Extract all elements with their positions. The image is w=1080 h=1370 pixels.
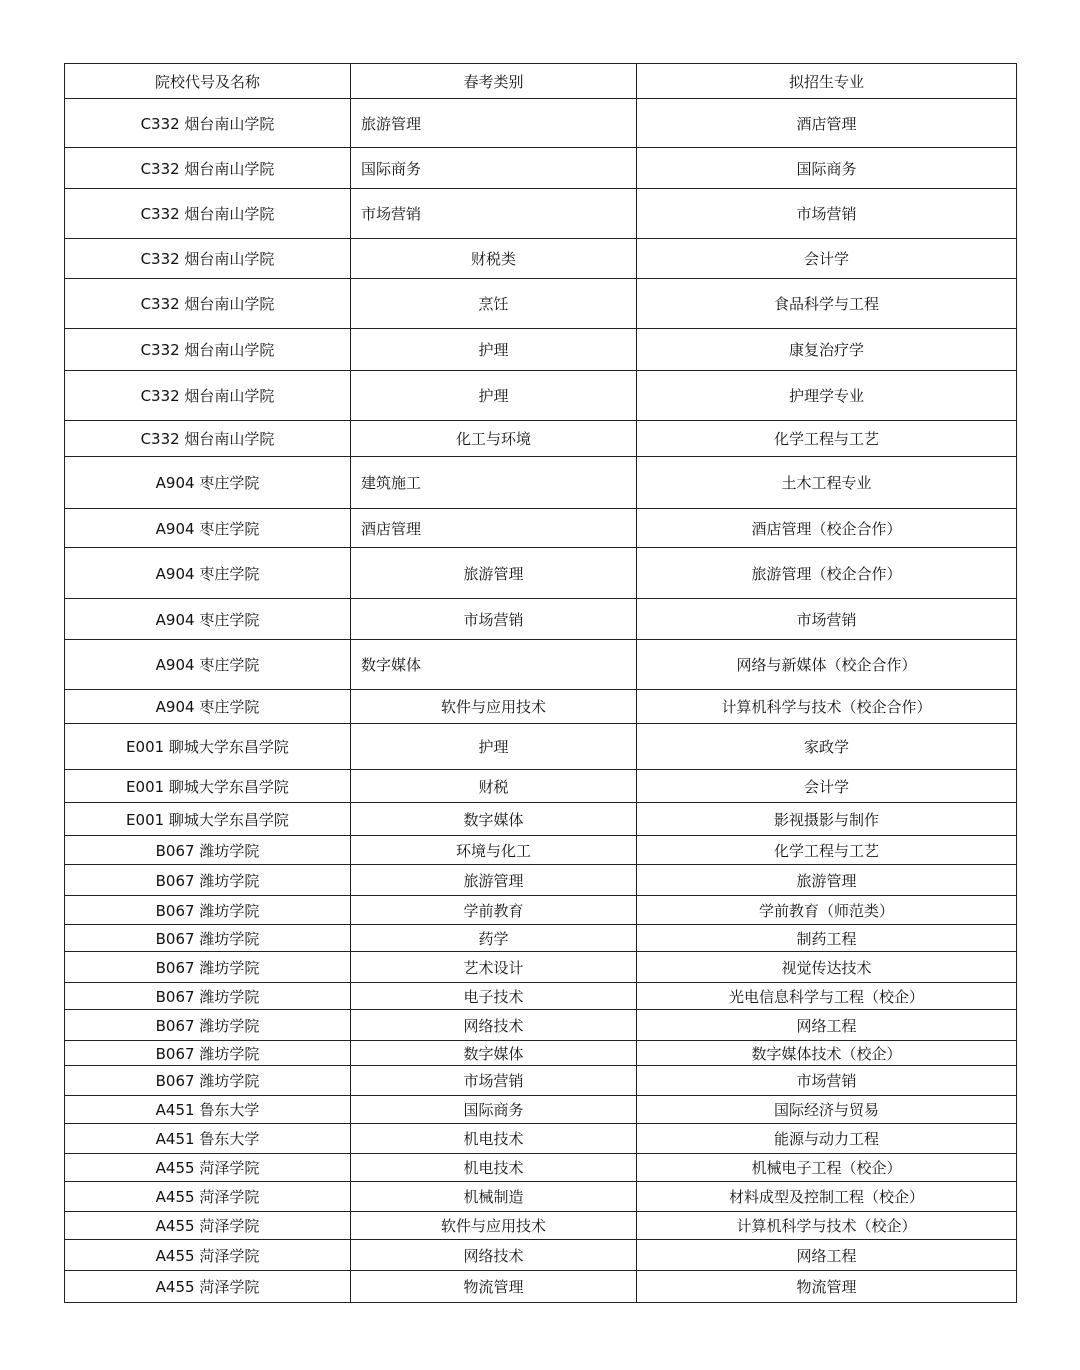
- major-cell: 市场营销: [637, 189, 1017, 239]
- school-cell: C332 烟台南山学院: [65, 148, 351, 189]
- major-cell: 机械电子工程（校企）: [637, 1154, 1017, 1182]
- school-cell: A451 鲁东大学: [65, 1124, 351, 1154]
- school-cell: C332 烟台南山学院: [65, 329, 351, 371]
- school-cell: B067 潍坊学院: [65, 1066, 351, 1096]
- school-cell: C332 烟台南山学院: [65, 99, 351, 148]
- category-cell: 旅游管理: [351, 548, 637, 599]
- table-row: [65, 509, 1017, 548]
- major-cell: 物流管理: [637, 1271, 1017, 1303]
- major-cell: 酒店管理: [637, 99, 1017, 148]
- category-cell: 财税类: [351, 239, 637, 279]
- school-cell: B067 潍坊学院: [65, 865, 351, 896]
- category-cell: 数字媒体: [351, 803, 637, 836]
- major-cell: 市场营销: [637, 1066, 1017, 1096]
- major-cell: 网络与新媒体（校企合作）: [637, 640, 1017, 690]
- school-cell: A904 枣庄学院: [65, 548, 351, 599]
- table-row: [65, 548, 1017, 599]
- table-row: [65, 803, 1017, 836]
- table-row: [65, 1271, 1017, 1303]
- table-row: [65, 189, 1017, 239]
- category-cell: 物流管理: [351, 1271, 637, 1303]
- table-row: [65, 925, 1017, 952]
- school-cell: A455 菏泽学院: [65, 1212, 351, 1240]
- school-cell: A455 菏泽学院: [65, 1182, 351, 1212]
- school-cell: C332 烟台南山学院: [65, 279, 351, 329]
- school-cell: A455 菏泽学院: [65, 1271, 351, 1303]
- major-cell: 国际经济与贸易: [637, 1096, 1017, 1124]
- category-cell: 财税: [351, 770, 637, 803]
- category-cell: 数字媒体: [351, 1041, 637, 1066]
- category-cell: 机电技术: [351, 1124, 637, 1154]
- major-cell: 国际商务: [637, 148, 1017, 189]
- major-cell: 视觉传达技术: [637, 952, 1017, 983]
- table-row: [65, 457, 1017, 509]
- table-row: [65, 836, 1017, 865]
- table-row: [65, 640, 1017, 690]
- major-cell: 食品科学与工程: [637, 279, 1017, 329]
- school-cell: A455 菏泽学院: [65, 1154, 351, 1182]
- school-cell: B067 潍坊学院: [65, 836, 351, 865]
- header-category: 春考类别: [351, 64, 637, 99]
- category-cell: 化工与环境: [351, 421, 637, 457]
- category-cell: 机电技术: [351, 1154, 637, 1182]
- school-cell: A904 枣庄学院: [65, 690, 351, 724]
- category-cell: 护理: [351, 724, 637, 770]
- category-cell: 环境与化工: [351, 836, 637, 865]
- school-cell: B067 潍坊学院: [65, 952, 351, 983]
- table-row: [65, 865, 1017, 896]
- header-major: 拟招生专业: [637, 64, 1017, 99]
- category-cell: 护理: [351, 371, 637, 421]
- school-cell: B067 潍坊学院: [65, 983, 351, 1010]
- major-cell: 会计学: [637, 239, 1017, 279]
- table-row: [65, 1154, 1017, 1182]
- table-row: [65, 1010, 1017, 1041]
- table-row: [65, 1096, 1017, 1124]
- table-row: [65, 599, 1017, 640]
- table-row: [65, 1124, 1017, 1154]
- table-row: [65, 421, 1017, 457]
- school-cell: A451 鲁东大学: [65, 1096, 351, 1124]
- major-cell: 旅游管理（校企合作）: [637, 548, 1017, 599]
- table-row: [65, 896, 1017, 925]
- major-cell: 计算机科学与技术（校企）: [637, 1212, 1017, 1240]
- category-cell: 酒店管理: [351, 509, 637, 548]
- category-cell: 国际商务: [351, 1096, 637, 1124]
- category-cell: 国际商务: [351, 148, 637, 189]
- table-row: [65, 329, 1017, 371]
- category-cell: 网络技术: [351, 1010, 637, 1041]
- category-cell: 烹饪: [351, 279, 637, 329]
- category-cell: 建筑施工: [351, 457, 637, 509]
- table-row: [65, 1041, 1017, 1066]
- school-cell: B067 潍坊学院: [65, 896, 351, 925]
- major-cell: 康复治疗学: [637, 329, 1017, 371]
- category-cell: 学前教育: [351, 896, 637, 925]
- table-row: [65, 1182, 1017, 1212]
- category-cell: 市场营销: [351, 1066, 637, 1096]
- table-row: [65, 371, 1017, 421]
- table-row: [65, 1066, 1017, 1096]
- school-cell: A904 枣庄学院: [65, 640, 351, 690]
- school-cell: B067 潍坊学院: [65, 1041, 351, 1066]
- school-cell: A904 枣庄学院: [65, 599, 351, 640]
- major-cell: 家政学: [637, 724, 1017, 770]
- school-cell: A455 菏泽学院: [65, 1240, 351, 1271]
- major-cell: 网络工程: [637, 1240, 1017, 1271]
- major-cell: 旅游管理: [637, 865, 1017, 896]
- category-cell: 机械制造: [351, 1182, 637, 1212]
- category-cell: 艺术设计: [351, 952, 637, 983]
- table-row: [65, 148, 1017, 189]
- table-row: [65, 770, 1017, 803]
- table-row: [65, 239, 1017, 279]
- major-cell: 护理学专业: [637, 371, 1017, 421]
- major-cell: 化学工程与工艺: [637, 421, 1017, 457]
- school-cell: B067 潍坊学院: [65, 925, 351, 952]
- school-cell: C332 烟台南山学院: [65, 239, 351, 279]
- category-cell: 软件与应用技术: [351, 1212, 637, 1240]
- major-cell: 化学工程与工艺: [637, 836, 1017, 865]
- category-cell: 护理: [351, 329, 637, 371]
- major-cell: 市场营销: [637, 599, 1017, 640]
- major-cell: 土木工程专业: [637, 457, 1017, 509]
- category-cell: 旅游管理: [351, 865, 637, 896]
- category-cell: 软件与应用技术: [351, 690, 637, 724]
- school-cell: A904 枣庄学院: [65, 509, 351, 548]
- major-cell: 会计学: [637, 770, 1017, 803]
- table-row: [65, 279, 1017, 329]
- enrollment-table: [64, 63, 1017, 1303]
- school-cell: E001 聊城大学东昌学院: [65, 770, 351, 803]
- school-cell: E001 聊城大学东昌学院: [65, 803, 351, 836]
- header-school: 院校代号及名称: [65, 64, 351, 99]
- category-cell: 药学: [351, 925, 637, 952]
- table-body: [65, 99, 1017, 1303]
- major-cell: 光电信息科学与工程（校企）: [637, 983, 1017, 1010]
- major-cell: 制药工程: [637, 925, 1017, 952]
- school-cell: B067 潍坊学院: [65, 1010, 351, 1041]
- school-cell: C332 烟台南山学院: [65, 421, 351, 457]
- school-cell: C332 烟台南山学院: [65, 371, 351, 421]
- table-row: [65, 1212, 1017, 1240]
- major-cell: 影视摄影与制作: [637, 803, 1017, 836]
- category-cell: 网络技术: [351, 1240, 637, 1271]
- major-cell: 计算机科学与技术（校企合作）: [637, 690, 1017, 724]
- major-cell: 能源与动力工程: [637, 1124, 1017, 1154]
- major-cell: 酒店管理（校企合作）: [637, 509, 1017, 548]
- table-row: [65, 1240, 1017, 1271]
- category-cell: 数字媒体: [351, 640, 637, 690]
- category-cell: 市场营销: [351, 599, 637, 640]
- table-row: [65, 983, 1017, 1010]
- school-cell: C332 烟台南山学院: [65, 189, 351, 239]
- school-cell: E001 聊城大学东昌学院: [65, 724, 351, 770]
- table-row: [65, 952, 1017, 983]
- category-cell: 市场营销: [351, 189, 637, 239]
- table-row: [65, 690, 1017, 724]
- category-cell: 旅游管理: [351, 99, 637, 148]
- school-cell: A904 枣庄学院: [65, 457, 351, 509]
- major-cell: 网络工程: [637, 1010, 1017, 1041]
- category-cell: 电子技术: [351, 983, 637, 1010]
- table-row: [65, 99, 1017, 148]
- major-cell: 数字媒体技术（校企）: [637, 1041, 1017, 1066]
- major-cell: 材料成型及控制工程（校企）: [637, 1182, 1017, 1212]
- major-cell: 学前教育（师范类）: [637, 896, 1017, 925]
- header-row: [65, 64, 1017, 99]
- table-row: [65, 724, 1017, 770]
